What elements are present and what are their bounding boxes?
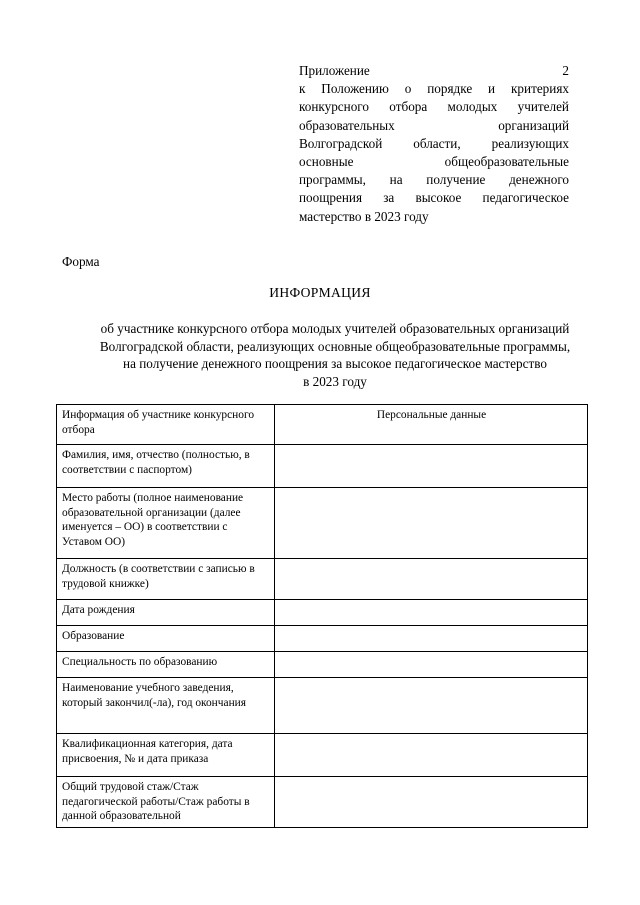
appendix-line: образовательных организаций xyxy=(299,117,569,133)
table-row xyxy=(57,488,588,559)
document-title: ИНФОРМАЦИЯ xyxy=(269,285,371,300)
row-value[interactable] xyxy=(275,652,588,678)
appendix-line: программы, на получение денежного xyxy=(299,172,569,188)
table-row xyxy=(57,445,588,488)
row-value[interactable] xyxy=(275,600,588,626)
row-value[interactable] xyxy=(275,559,588,600)
appendix-line: Приложение 2 xyxy=(299,63,569,78)
row-label: Специальность по образованию xyxy=(57,652,275,678)
form-label: Форма xyxy=(62,254,100,269)
row-value[interactable] xyxy=(275,678,588,734)
table-row xyxy=(57,652,588,678)
appendix-line: конкурсного отбора молодых учителей xyxy=(299,99,569,115)
row-label: Квалификационная категория, дата присвоения, № и дата приказа xyxy=(57,734,275,777)
appendix-line: мастерство в 2023 году xyxy=(299,208,429,224)
row-value[interactable] xyxy=(275,777,588,828)
appendix-line: к Положению о порядке и критериях xyxy=(299,81,569,97)
row-label: Общий трудовой стаж/Стаж педагогической работы/Стаж работы в данной образовательной xyxy=(57,777,275,828)
row-label: Наименование учебного заведения, который закончил(-ла), год окончания xyxy=(57,678,275,734)
participant-info-table xyxy=(56,404,588,828)
subtitle-line: об участнике конкурсного отбора молодых учителей образовательных организаций xyxy=(100,321,570,336)
subtitle-line: в 2023 году xyxy=(303,373,367,389)
appendix-line: Волгоградской области, реализующих xyxy=(299,135,569,151)
row-label: Фамилия, имя, отчество (полностью, в соответствии с паспортом) xyxy=(57,445,275,488)
header-cell-info: Информация об участнике конкурсного отбора xyxy=(57,405,275,445)
row-label: Дата рождения xyxy=(57,600,275,626)
document-subtitle xyxy=(50,320,620,390)
row-value[interactable] xyxy=(275,445,588,488)
row-label: Образование xyxy=(57,626,275,652)
table-row xyxy=(57,559,588,600)
table-row xyxy=(57,734,588,777)
table-header-row xyxy=(57,405,588,445)
row-value[interactable] xyxy=(275,488,588,559)
table-row xyxy=(57,678,588,734)
appendix-note xyxy=(299,62,569,226)
appendix-line: основные общеобразовательные xyxy=(299,154,569,170)
table-row xyxy=(57,626,588,652)
row-label: Должность (в соответствии с записью в трудовой книжке) xyxy=(57,559,275,600)
row-value[interactable] xyxy=(275,734,588,777)
row-label: Место работы (полное наименование образовательной организации (далее именуется – ОО) в соответствии с Уставом ОО) xyxy=(57,488,275,559)
subtitle-line: Волгоградской области, реализующих основные общеобразовательные программы, xyxy=(99,338,571,354)
table-row xyxy=(57,600,588,626)
table-row xyxy=(57,777,588,828)
row-value[interactable] xyxy=(275,626,588,652)
appendix-line: поощрения за высокое педагогическое xyxy=(299,190,569,206)
subtitle-line: на получение денежного поощрения за высокое педагогическое мастерство xyxy=(123,356,547,371)
header-cell-personal-data: Персональные данные xyxy=(275,405,588,445)
